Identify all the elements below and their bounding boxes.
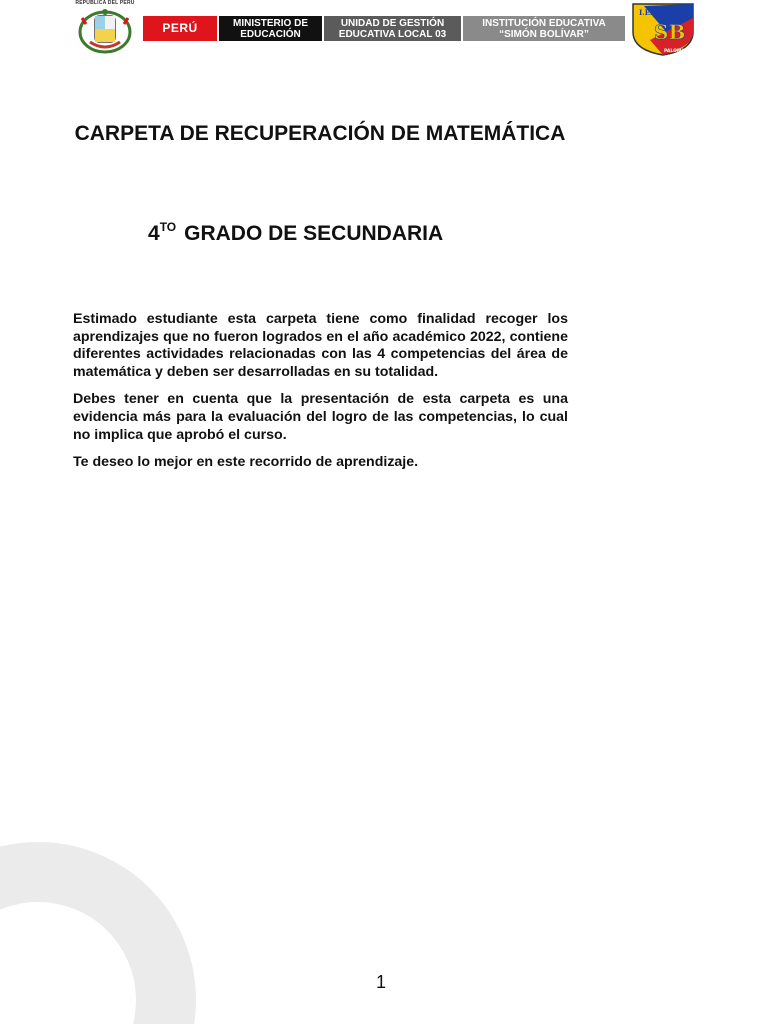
- decorative-arc: [0, 842, 196, 1024]
- ugel-label: UNIDAD DE GESTIÓN EDUCATIVA LOCAL 03: [324, 16, 461, 41]
- grade-number: 4: [148, 222, 160, 245]
- crest-ie: I.E.: [639, 8, 653, 17]
- ministry-label: MINISTERIO DE EDUCACIÓN: [219, 16, 322, 41]
- coat-of-arms-icon: [76, 6, 134, 54]
- grade-suffix: TO: [159, 220, 177, 234]
- intro-paragraph: Debes tener en cuenta que la presentación de esta carpeta es una evidencia más para la evaluación del logro de las competencias, lo cual no implica que aprobó el curso.: [73, 391, 568, 443]
- page-number: 1: [376, 972, 387, 992]
- grade-text: GRADO DE SECUNDARIA: [184, 222, 444, 245]
- school-shield-icon: [630, 2, 696, 56]
- intro-text: [73, 311, 568, 482]
- document-title: CARPETA DE RECUPERACIÓN DE MATEMÁTICA: [74, 122, 566, 145]
- peru-coat-of-arms: [70, 0, 140, 56]
- page-header: [0, 0, 768, 60]
- intro-paragraph: Te deseo lo mejor en este recorrido de aprendizaje.: [73, 454, 419, 471]
- crest-initials: SB: [654, 20, 686, 44]
- grade-heading: [148, 220, 443, 246]
- school-crest: [630, 2, 696, 56]
- crest-name: PALOMINO: [664, 49, 691, 54]
- seal-caption: REPÚBLICA DEL PERÚ: [75, 0, 135, 6]
- peru-label: PERÚ: [143, 16, 217, 41]
- institution-label: INSTITUCIÓN EDUCATIVA “SIMÓN BOLÍVAR”: [463, 16, 625, 41]
- government-banner: [143, 16, 625, 41]
- intro-paragraph: Estimado estudiante esta carpeta tiene como finalidad recoger los aprendizajes que no fueron logrados en el año académico 2022, contiene diferentes actividades relacionadas con las 4 competencias del área de matemática y deben ser desarrolladas en su totalidad.: [73, 311, 568, 380]
